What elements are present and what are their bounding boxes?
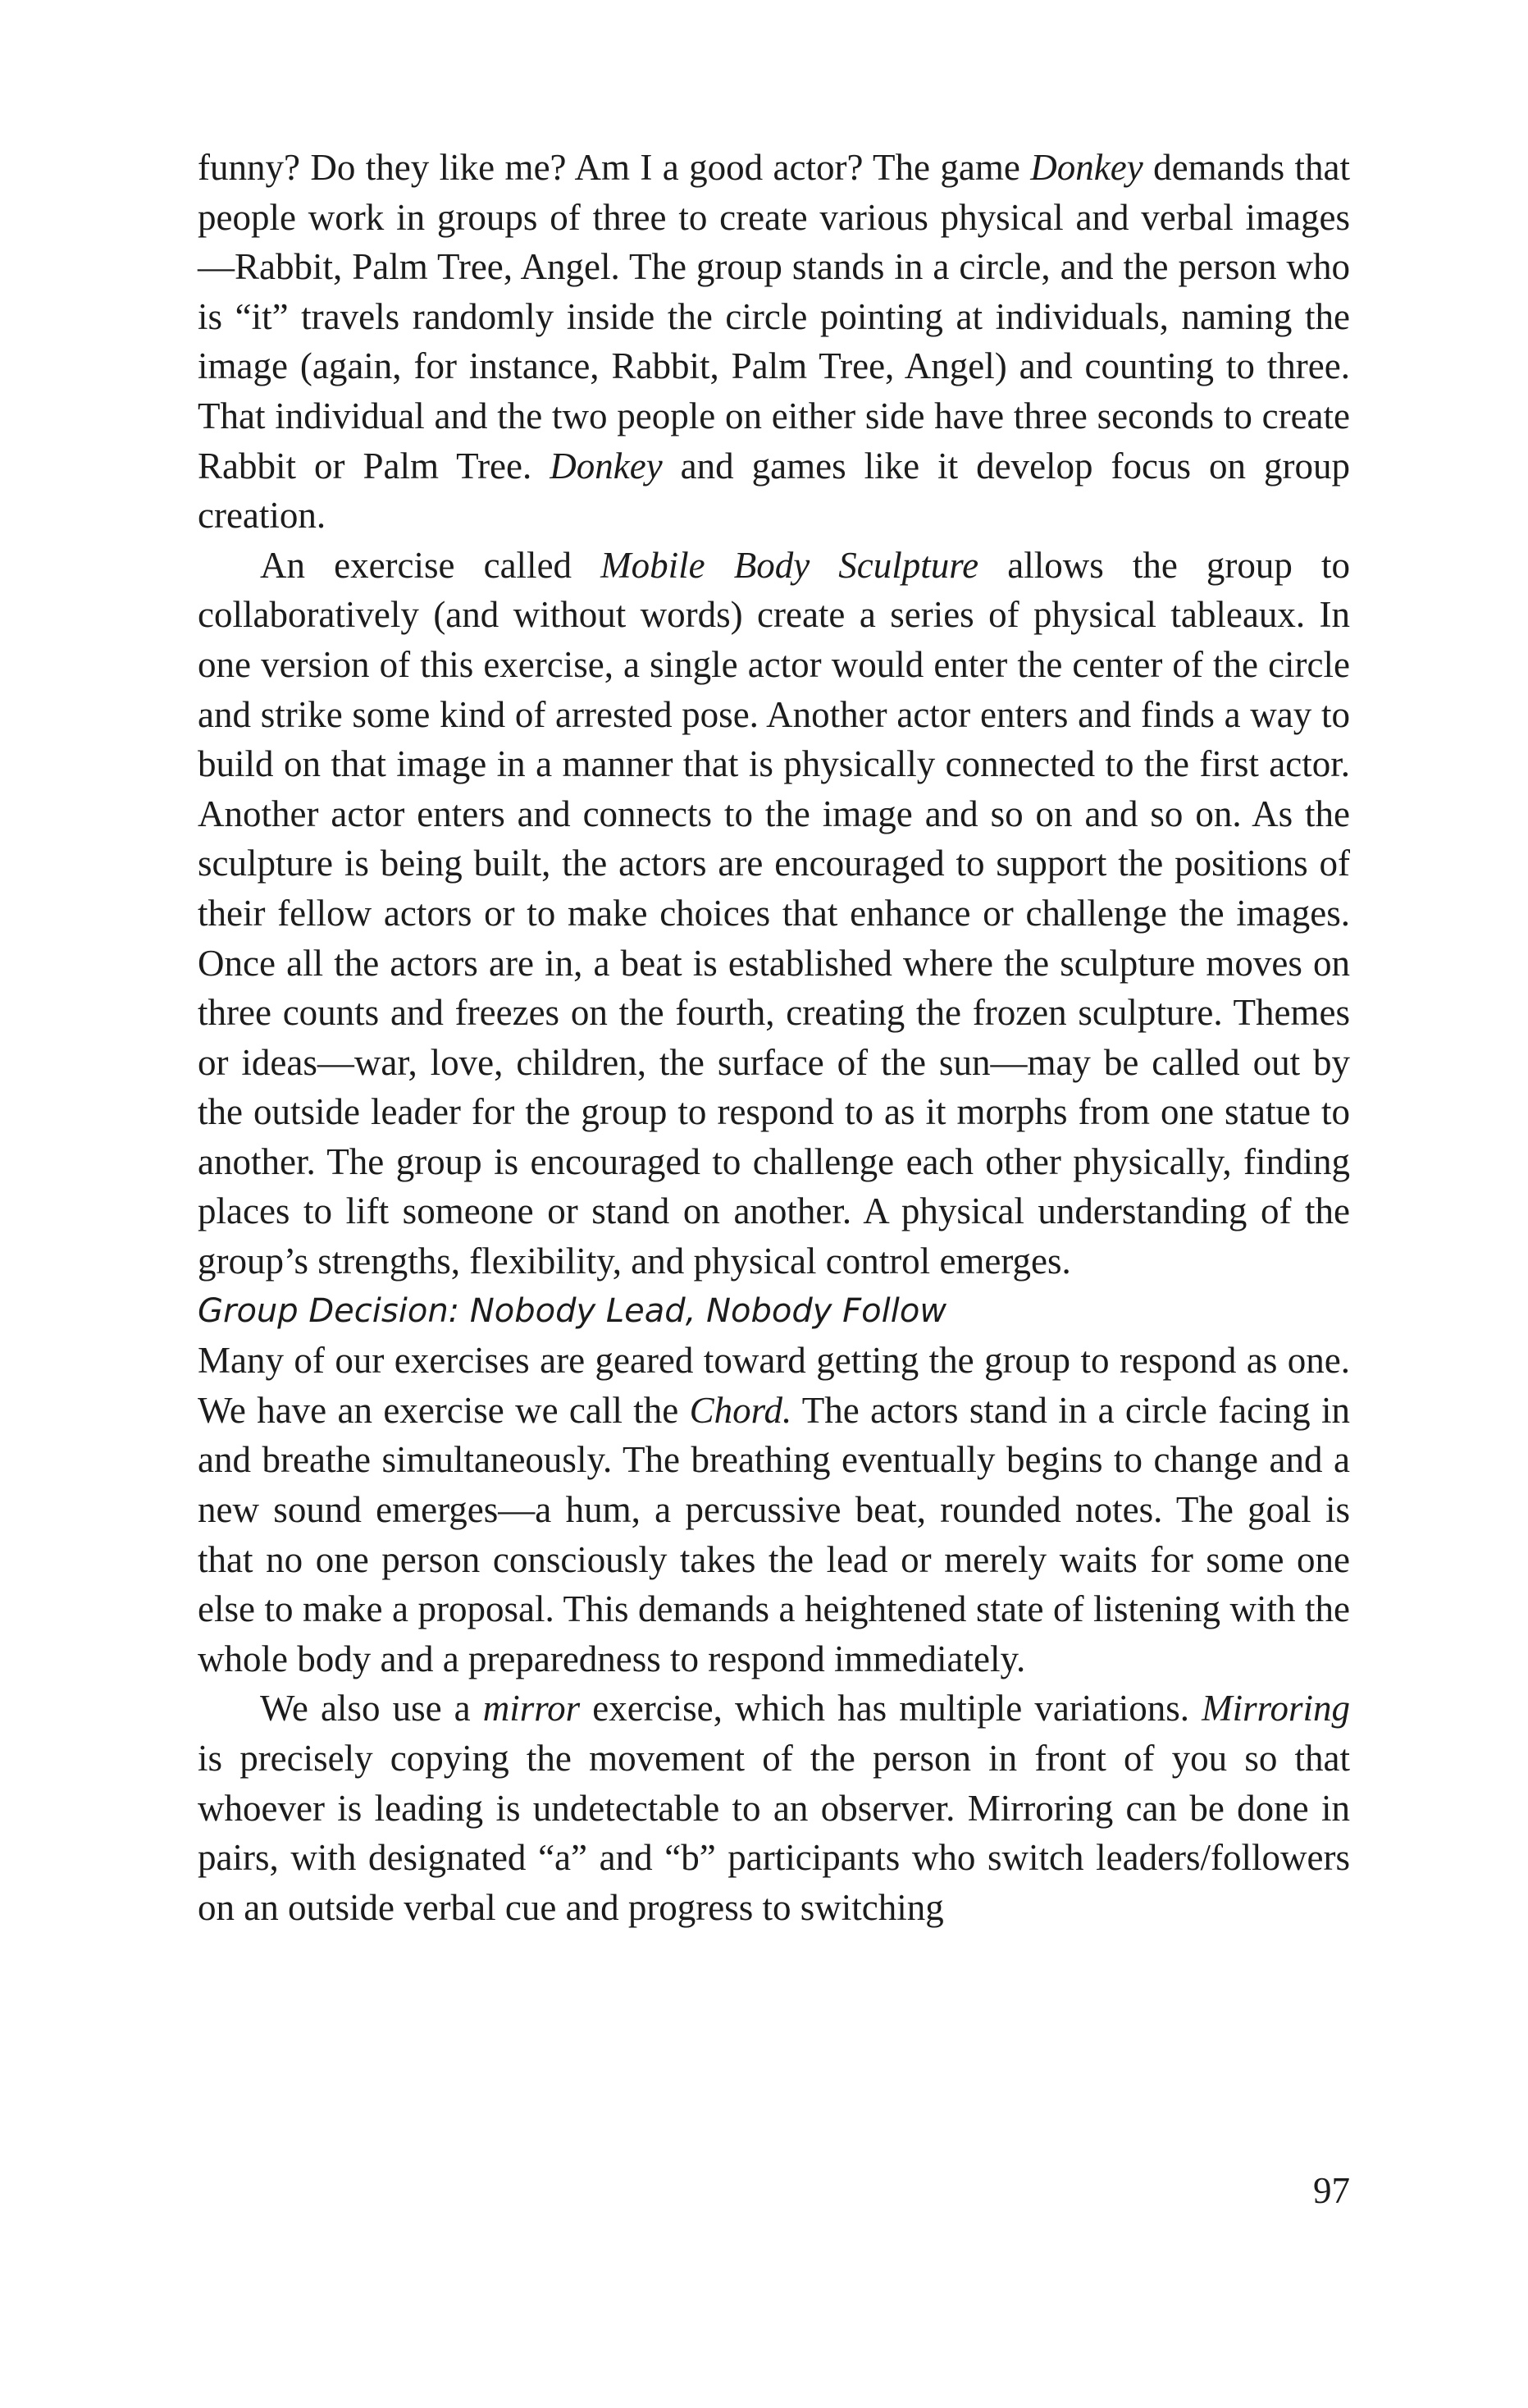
text-span: demands that people work in groups of three to create various physical and verbal images—Rabbit, Palm Tree, Angel. The group stands in a circle, and the person who is “it” travels randomly inside the circle pointing at individuals, naming the image (again, for instance, Rabbit, Palm Tree, Angel) and counting to three. That individual and the two people on either side have three seconds to create Rabbit or Palm Tree. xyxy=(198,147,1350,487)
text-span: We also use a xyxy=(260,1688,483,1729)
paragraph-mirror xyxy=(198,1684,1350,1932)
text-span: exercise, which has multiple variations. xyxy=(580,1688,1202,1729)
text-span: The actors stand in a circle facing in and breathe simultaneously. The breathing eventually begins to change and a new sound emerges—a hum, a percussive beat, rounded notes. The goal is that no one person consciously takes the lead or merely waits for some one else to make a proposal. This demands a heightened state of listening with the whole body and a preparedness to respond immediately. xyxy=(198,1389,1350,1679)
paragraph-mobile-body-sculpture xyxy=(198,541,1350,1286)
text-span: allows the group to collaboratively (and without words) create a series of physical tableaux. In one version of this exercise, a single actor would enter the center of the circle and strike some kind of arrested pose. Another actor enters and finds a way to build on that image in a manner that is physically connected to the first actor. Another actor enters and connects to the image and so on and so on. As the sculpture is being built, the actors are encouraged to support the positions of their fellow actors or to make choices that enhance or challenge the images. Once all the actors are in, a beat is established where the sculpture moves on three counts and freezes on the fourth, creating the frozen sculpture. Themes or ideas—war, love, children, the surface of the sun—may be called out by the outside leader for the group to respond to as it morphs from one statue to another. The group is encouraged to challenge each other physically, finding places to lift someone or stand on another. A physical understanding of the group’s strengths, flexibility, and physical control emerges. xyxy=(198,544,1351,1282)
paragraph-chord xyxy=(198,1336,1350,1684)
body-text xyxy=(198,143,1350,1932)
italic-title-mobile-body-sculpture: Mobile Body Sculpture xyxy=(600,544,979,586)
text-span: funny? Do they like me? Am I a good actor? The game xyxy=(198,147,1031,188)
text-span: and games like it develop focus on group creation. xyxy=(198,445,1350,537)
italic-term-mirror: mirror xyxy=(482,1688,581,1729)
text-span: An exercise called xyxy=(260,544,601,586)
italic-term-mirroring: Mirroring xyxy=(1202,1688,1350,1729)
text-span: Many of our exercises are geared toward getting the group to respond as one. We have an exercise we call the xyxy=(198,1340,1350,1431)
italic-title-donkey: Donkey xyxy=(550,445,663,487)
italic-title-donkey: Donkey xyxy=(1030,147,1143,188)
text-span: is precisely copying the movement of the person in front of you so that whoever is leading is undetectable to an observer. Mirroring can be done in pairs, with designated “a” and “b” participants who switch leaders/followers on an outside verbal cue and progress to switching xyxy=(198,1738,1350,1928)
section-heading: Group Decision: Nobody Lead, Nobody Follow xyxy=(198,1291,947,1330)
paragraph-donkey xyxy=(198,143,1350,541)
italic-title-chord: Chord. xyxy=(689,1389,792,1431)
page-number: 97 xyxy=(1313,2170,1350,2211)
